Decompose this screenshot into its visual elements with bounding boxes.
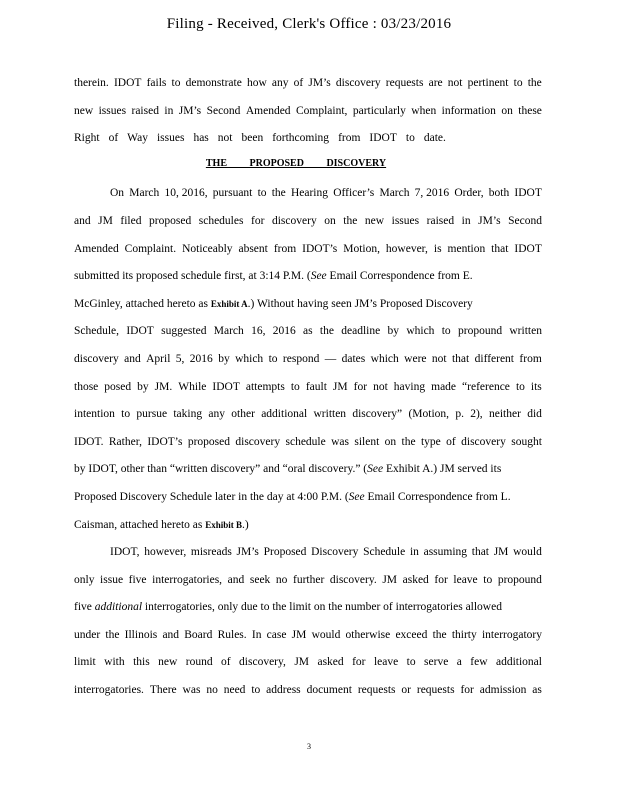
- word: pursuant: [212, 187, 253, 200]
- word: Illinois: [124, 628, 158, 641]
- word: propound: [497, 573, 542, 586]
- word: issues: [156, 132, 185, 145]
- word: suggested: [161, 325, 207, 338]
- word: leave: [453, 573, 478, 586]
- word: written: [509, 325, 542, 338]
- word: taking: [173, 408, 203, 421]
- text-line: [74, 594, 542, 622]
- word: to: [513, 77, 523, 89]
- word: IDOT: [212, 380, 240, 393]
- word: of: [221, 656, 231, 669]
- exhibit-b-label: Exhibit B: [205, 519, 243, 530]
- word: propound: [457, 325, 503, 338]
- word: not: [217, 132, 233, 145]
- word: in: [164, 104, 174, 117]
- text-line: [74, 401, 542, 429]
- word: document: [306, 684, 352, 697]
- word: discovery: [74, 352, 119, 365]
- word: by: [218, 352, 230, 365]
- word: discovery.: [329, 573, 377, 586]
- word: did: [527, 408, 542, 421]
- word: interrogatory: [481, 628, 542, 641]
- word: Discovery: [311, 546, 359, 559]
- word: the: [319, 325, 334, 338]
- word: Complaint.: [124, 242, 177, 255]
- word: issues: [391, 214, 420, 227]
- word: to: [483, 573, 493, 586]
- word: IDOT’s: [302, 242, 338, 255]
- word: JM’s: [308, 77, 331, 89]
- word: respond: [282, 352, 320, 365]
- section-heading: [74, 153, 542, 181]
- word: in: [461, 214, 471, 227]
- word: On: [110, 187, 125, 200]
- word: absent: [238, 242, 268, 255]
- word: for: [352, 656, 366, 669]
- word: further: [292, 573, 325, 586]
- word: that: [491, 242, 509, 255]
- word: Rules.: [217, 628, 247, 641]
- word: admission: [479, 684, 527, 697]
- word: exceed: [395, 628, 428, 641]
- word: were: [404, 352, 427, 365]
- word: Second: [206, 104, 241, 117]
- text-line: [74, 622, 542, 650]
- word: Order,: [454, 187, 484, 200]
- word: as: [532, 684, 542, 697]
- word: to: [121, 408, 131, 421]
- text-line: [74, 512, 542, 540]
- word: requests: [357, 684, 396, 697]
- word: particularly: [352, 104, 406, 117]
- word: type: [420, 435, 441, 448]
- text-line: [74, 484, 542, 512]
- word: March: [129, 187, 160, 200]
- word: on: [384, 435, 397, 448]
- word: and: [124, 352, 141, 365]
- word: any: [208, 408, 225, 421]
- word: 2),: [470, 408, 483, 421]
- text-line: [74, 456, 542, 484]
- word: March: [213, 325, 244, 338]
- word: information: [441, 104, 496, 117]
- word: IDOT: [514, 242, 542, 255]
- word: There: [149, 684, 177, 697]
- word: JM.: [154, 380, 173, 393]
- word: for: [460, 684, 474, 697]
- paragraph-proposed-discovery: [74, 180, 542, 263]
- word: JM: [98, 214, 113, 227]
- word: to: [441, 325, 451, 338]
- word: raised: [426, 214, 455, 227]
- word: interrogatories,: [152, 573, 223, 586]
- word: JM: [382, 573, 398, 586]
- word: of: [108, 132, 119, 145]
- word: round: [185, 656, 213, 669]
- word: JM’s: [178, 104, 202, 117]
- word: and: [74, 214, 91, 227]
- word: IDOT: [126, 325, 154, 338]
- word: discovery”: [352, 408, 403, 421]
- word: Schedule,: [74, 325, 120, 338]
- text-line: [74, 429, 542, 457]
- text-line: [74, 125, 542, 153]
- word: which: [235, 352, 264, 365]
- text-line-content: submitted its proposed schedule first, at 3:14 P.M. (See Email Correspondence from E.: [74, 270, 473, 283]
- word: Amended: [245, 104, 291, 117]
- word: to: [290, 380, 300, 393]
- word: to: [171, 77, 181, 89]
- text-line: [74, 567, 542, 595]
- text-line: [74, 649, 542, 677]
- text-line-content: Proposed Discovery Schedule later in the day at 4:00 P.M. (See Email Correspondence from L.: [74, 490, 511, 503]
- word: under: [74, 628, 101, 641]
- word: April: [146, 352, 171, 365]
- word: from: [338, 132, 361, 145]
- word: IDOT’s: [147, 435, 183, 448]
- paragraph-misreads-cont: [74, 622, 542, 705]
- text-line: [74, 539, 542, 567]
- word: —: [324, 352, 337, 365]
- word: IDOT,: [110, 546, 140, 559]
- word: mention: [447, 242, 486, 255]
- text-line: [74, 208, 542, 236]
- word: silent: [354, 435, 380, 448]
- word: to: [268, 352, 278, 365]
- word: dates: [341, 352, 366, 365]
- word: the: [105, 628, 120, 641]
- word: JM: [294, 656, 310, 669]
- word: to: [257, 187, 267, 200]
- word: need: [223, 684, 246, 697]
- word: the: [271, 187, 286, 200]
- word: only: [74, 573, 95, 586]
- page-number: 3: [307, 742, 311, 751]
- document-body: [74, 70, 542, 705]
- word: new: [364, 214, 385, 227]
- word: 5,: [175, 352, 185, 365]
- word: asked: [402, 573, 429, 586]
- word: was: [331, 435, 349, 448]
- word: been: [241, 132, 264, 145]
- word: fault: [305, 380, 327, 393]
- word: however,: [144, 546, 187, 559]
- word: the: [401, 435, 416, 448]
- word: forthcoming: [272, 132, 330, 145]
- word: JM’s: [236, 546, 259, 559]
- text-line: [74, 374, 542, 402]
- word: however,: [385, 242, 428, 255]
- word: seek: [249, 573, 271, 586]
- word: 2016: [189, 352, 213, 365]
- word: leave: [373, 656, 399, 669]
- word: assuming: [423, 546, 468, 559]
- word: the: [343, 214, 358, 227]
- word: fails: [146, 77, 167, 89]
- word: Way: [127, 132, 148, 145]
- word: has: [193, 132, 209, 145]
- exhibit-a-label: Exhibit A: [210, 298, 248, 309]
- text-line: [74, 346, 542, 374]
- word: March: [379, 187, 410, 200]
- word: both: [488, 187, 510, 200]
- word: to: [515, 380, 525, 393]
- word: JM’s: [478, 214, 501, 227]
- filing-stamp-header: Filing - Received, Clerk's Office : 03/23/2016: [166, 16, 452, 32]
- word: IDOT: [113, 77, 142, 89]
- word: 10, 2016,: [164, 187, 208, 200]
- word: and: [162, 628, 180, 641]
- word: demonstrate: [185, 77, 242, 89]
- text-line-content: by IDOT, other than “written discovery” and “oral discovery.” (See Exhibit A.) JM served its: [74, 463, 502, 476]
- paragraph-misreads: [74, 539, 542, 594]
- word: from: [273, 242, 297, 255]
- word: Hearing: [290, 187, 328, 200]
- word: when: [411, 104, 437, 117]
- word: on: [501, 104, 513, 117]
- word: Officer’s: [333, 187, 375, 200]
- word: for: [434, 573, 448, 586]
- word: additional: [261, 408, 308, 421]
- word: Proposed: [263, 546, 307, 559]
- word: Board: [184, 628, 213, 641]
- word: proposed: [149, 214, 192, 227]
- word: by: [137, 380, 149, 393]
- word: requests: [416, 684, 455, 697]
- word: Amended: [74, 242, 119, 255]
- text-line: [74, 291, 542, 319]
- word: pertinent: [467, 77, 509, 89]
- word: five: [128, 573, 147, 586]
- word: to: [405, 132, 415, 145]
- word: date.: [423, 132, 446, 145]
- word: discovery,: [239, 656, 286, 669]
- word: JM: [332, 380, 348, 393]
- word: in: [409, 546, 419, 559]
- word: are: [428, 77, 443, 89]
- text-line: [74, 263, 542, 291]
- word: attempts: [245, 380, 285, 393]
- word: posed: [104, 380, 132, 393]
- word: case: [266, 628, 287, 641]
- word: JM: [291, 628, 307, 641]
- word: and: [227, 573, 245, 586]
- word: Rather,: [108, 435, 142, 448]
- word: having: [393, 380, 426, 393]
- word: the: [527, 77, 542, 89]
- word: would: [513, 546, 542, 559]
- word: In: [251, 628, 262, 641]
- word: limit: [74, 656, 96, 669]
- word: “reference: [462, 380, 510, 393]
- word: schedule: [285, 435, 326, 448]
- word: Motion,: [343, 242, 380, 255]
- word: intention: [74, 408, 115, 421]
- text-line: [74, 677, 542, 705]
- word: no: [206, 684, 218, 697]
- paragraph-continued: [74, 70, 542, 125]
- word: (Motion,: [408, 408, 450, 421]
- word: discovery: [235, 435, 281, 448]
- word: which: [370, 352, 399, 365]
- word: that: [451, 352, 470, 365]
- word: address: [266, 684, 301, 697]
- word: filed: [120, 214, 142, 227]
- word: 2016: [272, 325, 296, 338]
- text-line: [74, 98, 542, 126]
- text-line: [74, 70, 542, 98]
- word: discovery: [461, 435, 506, 448]
- word: of: [446, 435, 456, 448]
- word: this: [133, 656, 150, 669]
- word: how: [246, 77, 267, 89]
- paragraph-proposed-discovery-cont: [74, 318, 542, 456]
- word: IDOT: [514, 187, 542, 200]
- word: would: [311, 628, 341, 641]
- word: a: [456, 656, 462, 669]
- word: for: [353, 380, 368, 393]
- word: written: [313, 408, 347, 421]
- word: pursue: [136, 408, 168, 421]
- word: not: [373, 380, 388, 393]
- text-line-content: five additional interrogatories, only due to the limit on the number of interrogatories allowed: [74, 601, 502, 614]
- word: 16,: [251, 325, 266, 338]
- word: 7, 2016: [414, 187, 450, 200]
- word: JM: [493, 546, 509, 559]
- word: from: [519, 352, 542, 365]
- word: thirty: [451, 628, 477, 641]
- word: Schedule: [363, 546, 406, 559]
- section-heading-text: THE PROPOSED DISCOVERY: [205, 157, 387, 169]
- text-line-content: Caisman, attached hereto as Exhibit B.): [74, 518, 249, 531]
- word: otherwise: [345, 628, 391, 641]
- word: schedules: [198, 214, 244, 227]
- word: by: [387, 325, 400, 338]
- word: IDOT: [369, 132, 397, 145]
- word: misreads: [190, 546, 232, 559]
- word: requests: [385, 77, 424, 89]
- word: sought: [511, 435, 542, 448]
- word: of: [293, 77, 304, 89]
- word: for: [251, 214, 265, 227]
- word: Complaint,: [295, 104, 348, 117]
- text-line: [74, 318, 542, 346]
- word: to: [251, 684, 261, 697]
- word: Noticeably: [182, 242, 233, 255]
- word: neither: [488, 408, 521, 421]
- word: discovery: [271, 214, 317, 227]
- word: new: [74, 104, 94, 117]
- word: the: [432, 628, 447, 641]
- word: that: [471, 546, 489, 559]
- word: serve: [424, 656, 449, 669]
- word: While: [178, 380, 207, 393]
- word: Right: [74, 132, 100, 145]
- word: or: [401, 684, 411, 697]
- word: deadline: [341, 325, 381, 338]
- word: no: [275, 573, 288, 586]
- word: p.: [455, 408, 464, 421]
- text-line-content: McGinley, attached hereto as Exhibit A.) Without having seen JM’s Proposed Discovery: [74, 297, 473, 310]
- word: therein.: [74, 77, 109, 89]
- text-line: [74, 236, 542, 264]
- word: raised: [131, 104, 159, 117]
- word: its: [530, 380, 542, 393]
- word: different: [474, 352, 515, 365]
- word: to: [406, 656, 416, 669]
- word: on: [324, 214, 336, 227]
- word: discovery: [335, 77, 381, 89]
- word: any: [271, 77, 289, 89]
- word: not: [447, 77, 463, 89]
- word: issues: [98, 104, 127, 117]
- word: these: [518, 104, 542, 117]
- word: additional: [495, 656, 542, 669]
- word: proposed: [187, 435, 231, 448]
- text-line: [74, 180, 542, 208]
- word: few: [470, 656, 488, 669]
- word: those: [74, 380, 99, 393]
- word: with: [104, 656, 125, 669]
- word: which: [406, 325, 435, 338]
- word: is: [433, 242, 442, 255]
- word: new: [158, 656, 178, 669]
- word: made: [431, 380, 457, 393]
- word: IDOT.: [74, 435, 104, 448]
- word: issue: [100, 573, 124, 586]
- word: not: [431, 352, 447, 365]
- word: asked: [317, 656, 344, 669]
- word: interrogatories.: [74, 684, 144, 697]
- word: as: [303, 325, 313, 338]
- word: other: [231, 408, 255, 421]
- word: Second: [508, 214, 542, 227]
- word: was: [182, 684, 201, 697]
